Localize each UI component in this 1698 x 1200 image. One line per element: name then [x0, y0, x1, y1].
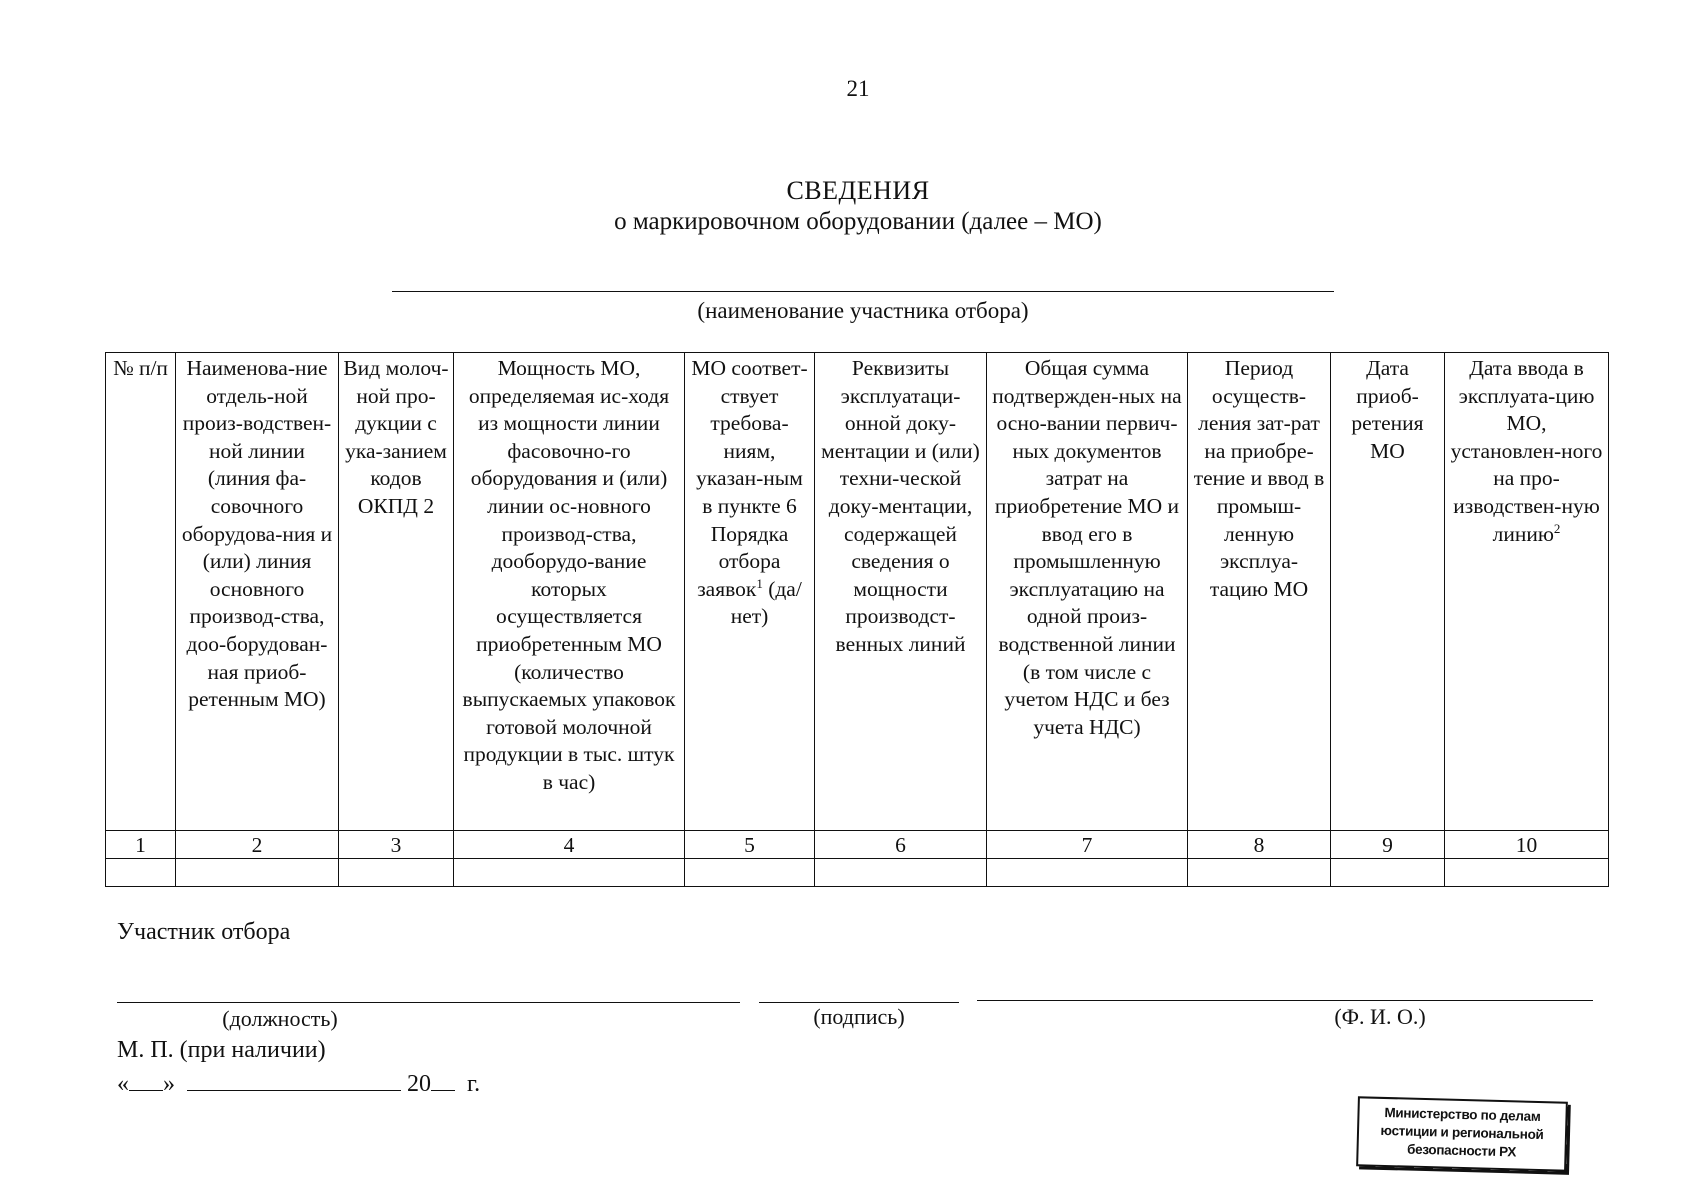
month-blank[interactable]	[187, 1068, 401, 1091]
table-cell[interactable]	[1188, 859, 1331, 887]
table-cell[interactable]	[339, 859, 454, 887]
column-number: 4	[454, 831, 685, 859]
position-caption: (должность)	[222, 1006, 338, 1031]
full-name-line[interactable]	[977, 1000, 1593, 1001]
footnote-marker: 1	[756, 575, 763, 591]
equipment-table	[105, 352, 1609, 887]
year-prefix: 20	[407, 1071, 431, 1097]
header-cell-10: Дата ввода в эксплуата-цию МО, установлен-ного на про-изводствен-ную линию$^2$	[1445, 353, 1609, 831]
stamp-text: Министерство по делам юстиции и региональной безопасности РХ	[1380, 1104, 1544, 1160]
header-cell-1: № п/п	[106, 353, 176, 831]
column-number: 7	[987, 831, 1188, 859]
full-name-caption: (Ф. И. О.)	[1334, 1004, 1426, 1029]
table-cell[interactable]	[1445, 859, 1609, 887]
header-cell-4: Мощность МО, определяемая ис-ходя из мощности линии фасовочно-го оборудования и (или) линии ос-новного производ-ства, дооборудо-вание которых осуществляется приобретенным МО (количество выпускаемых упаковок готовой молочной продукции в тыс. штук в час)	[454, 353, 685, 831]
column-number: 1	[106, 831, 176, 859]
column-number: 3	[339, 831, 454, 859]
day-blank[interactable]	[129, 1068, 163, 1091]
document-title: СВЕДЕНИЯ	[786, 176, 930, 205]
column-number: 9	[1331, 831, 1445, 859]
column-number-row	[106, 831, 1609, 859]
table-cell[interactable]	[106, 859, 176, 887]
column-number: 10	[1445, 831, 1609, 859]
date-open-quote: «	[117, 1071, 129, 1097]
column-number: 8	[1188, 831, 1331, 859]
footnote-marker: 2	[1553, 520, 1561, 536]
position-line[interactable]	[117, 1002, 740, 1003]
year-blank[interactable]	[431, 1068, 455, 1091]
table-cell[interactable]	[1331, 859, 1445, 887]
header-cell-5: МО соответ-ствует требова-ниям, указан-ным в пункте 6 Порядка отбора заявок$^1$ (да/нет)	[685, 353, 815, 831]
column-number: 6	[815, 831, 987, 859]
page-number: 21	[846, 76, 870, 101]
participant-name-caption: (наименование участника отбора)	[697, 298, 1029, 323]
table-cell[interactable]	[176, 859, 339, 887]
column-number: 5	[685, 831, 815, 859]
table-row	[106, 859, 1609, 887]
header-cell-7: Общая сумма подтвержден-ных на осно-вании первич-ных документов затрат на приобретение МО и ввод его в промышленную эксплуатацию на одной произ-водственной линии (в том числе с учетом НДС и без учета НДС)	[987, 353, 1188, 831]
header-cell-6: Реквизиты эксплуатаци-онной доку-ментации и (или) техни-ческой доку-ментации, содержащей сведения о мощности производст-венных линий	[815, 353, 987, 831]
date-line	[117, 1068, 480, 1098]
table-cell[interactable]	[685, 859, 815, 887]
header-cell-9: Дата приоб-ретения МО	[1331, 353, 1445, 831]
seal-label: М. П. (при наличии)	[117, 1037, 326, 1063]
signature-caption: (подпись)	[813, 1004, 905, 1029]
year-suffix: г.	[467, 1071, 481, 1097]
column-number: 2	[176, 831, 339, 859]
table-cell[interactable]	[815, 859, 987, 887]
signature-line[interactable]	[759, 1002, 959, 1003]
header-cell-3: Вид молоч-ной про-дукции с ука-занием кодов ОКПД 2	[339, 353, 454, 831]
signer-label: Участник отбора	[117, 919, 291, 945]
participant-name-line	[392, 291, 1334, 292]
table-cell[interactable]	[987, 859, 1188, 887]
date-close-quote: »	[163, 1071, 175, 1097]
header-cell-2: Наименова-ние отдель-ной произ-водствен-ной линии (линия фа-совочного оборудова-ния и (или) линия основного производ-ства, доо-борудован-ная приоб-ретенным МО)	[176, 353, 339, 831]
header-row	[106, 353, 1609, 831]
table-cell[interactable]	[454, 859, 685, 887]
ministry-stamp	[1356, 1096, 1568, 1171]
document-subtitle: о маркировочном оборудовании (далее – МО)	[614, 208, 1102, 235]
header-cell-8: Период осуществ-ления зат-рат на приобре-тение и ввод в промыш-ленную эксплуа-тацию МО	[1188, 353, 1331, 831]
